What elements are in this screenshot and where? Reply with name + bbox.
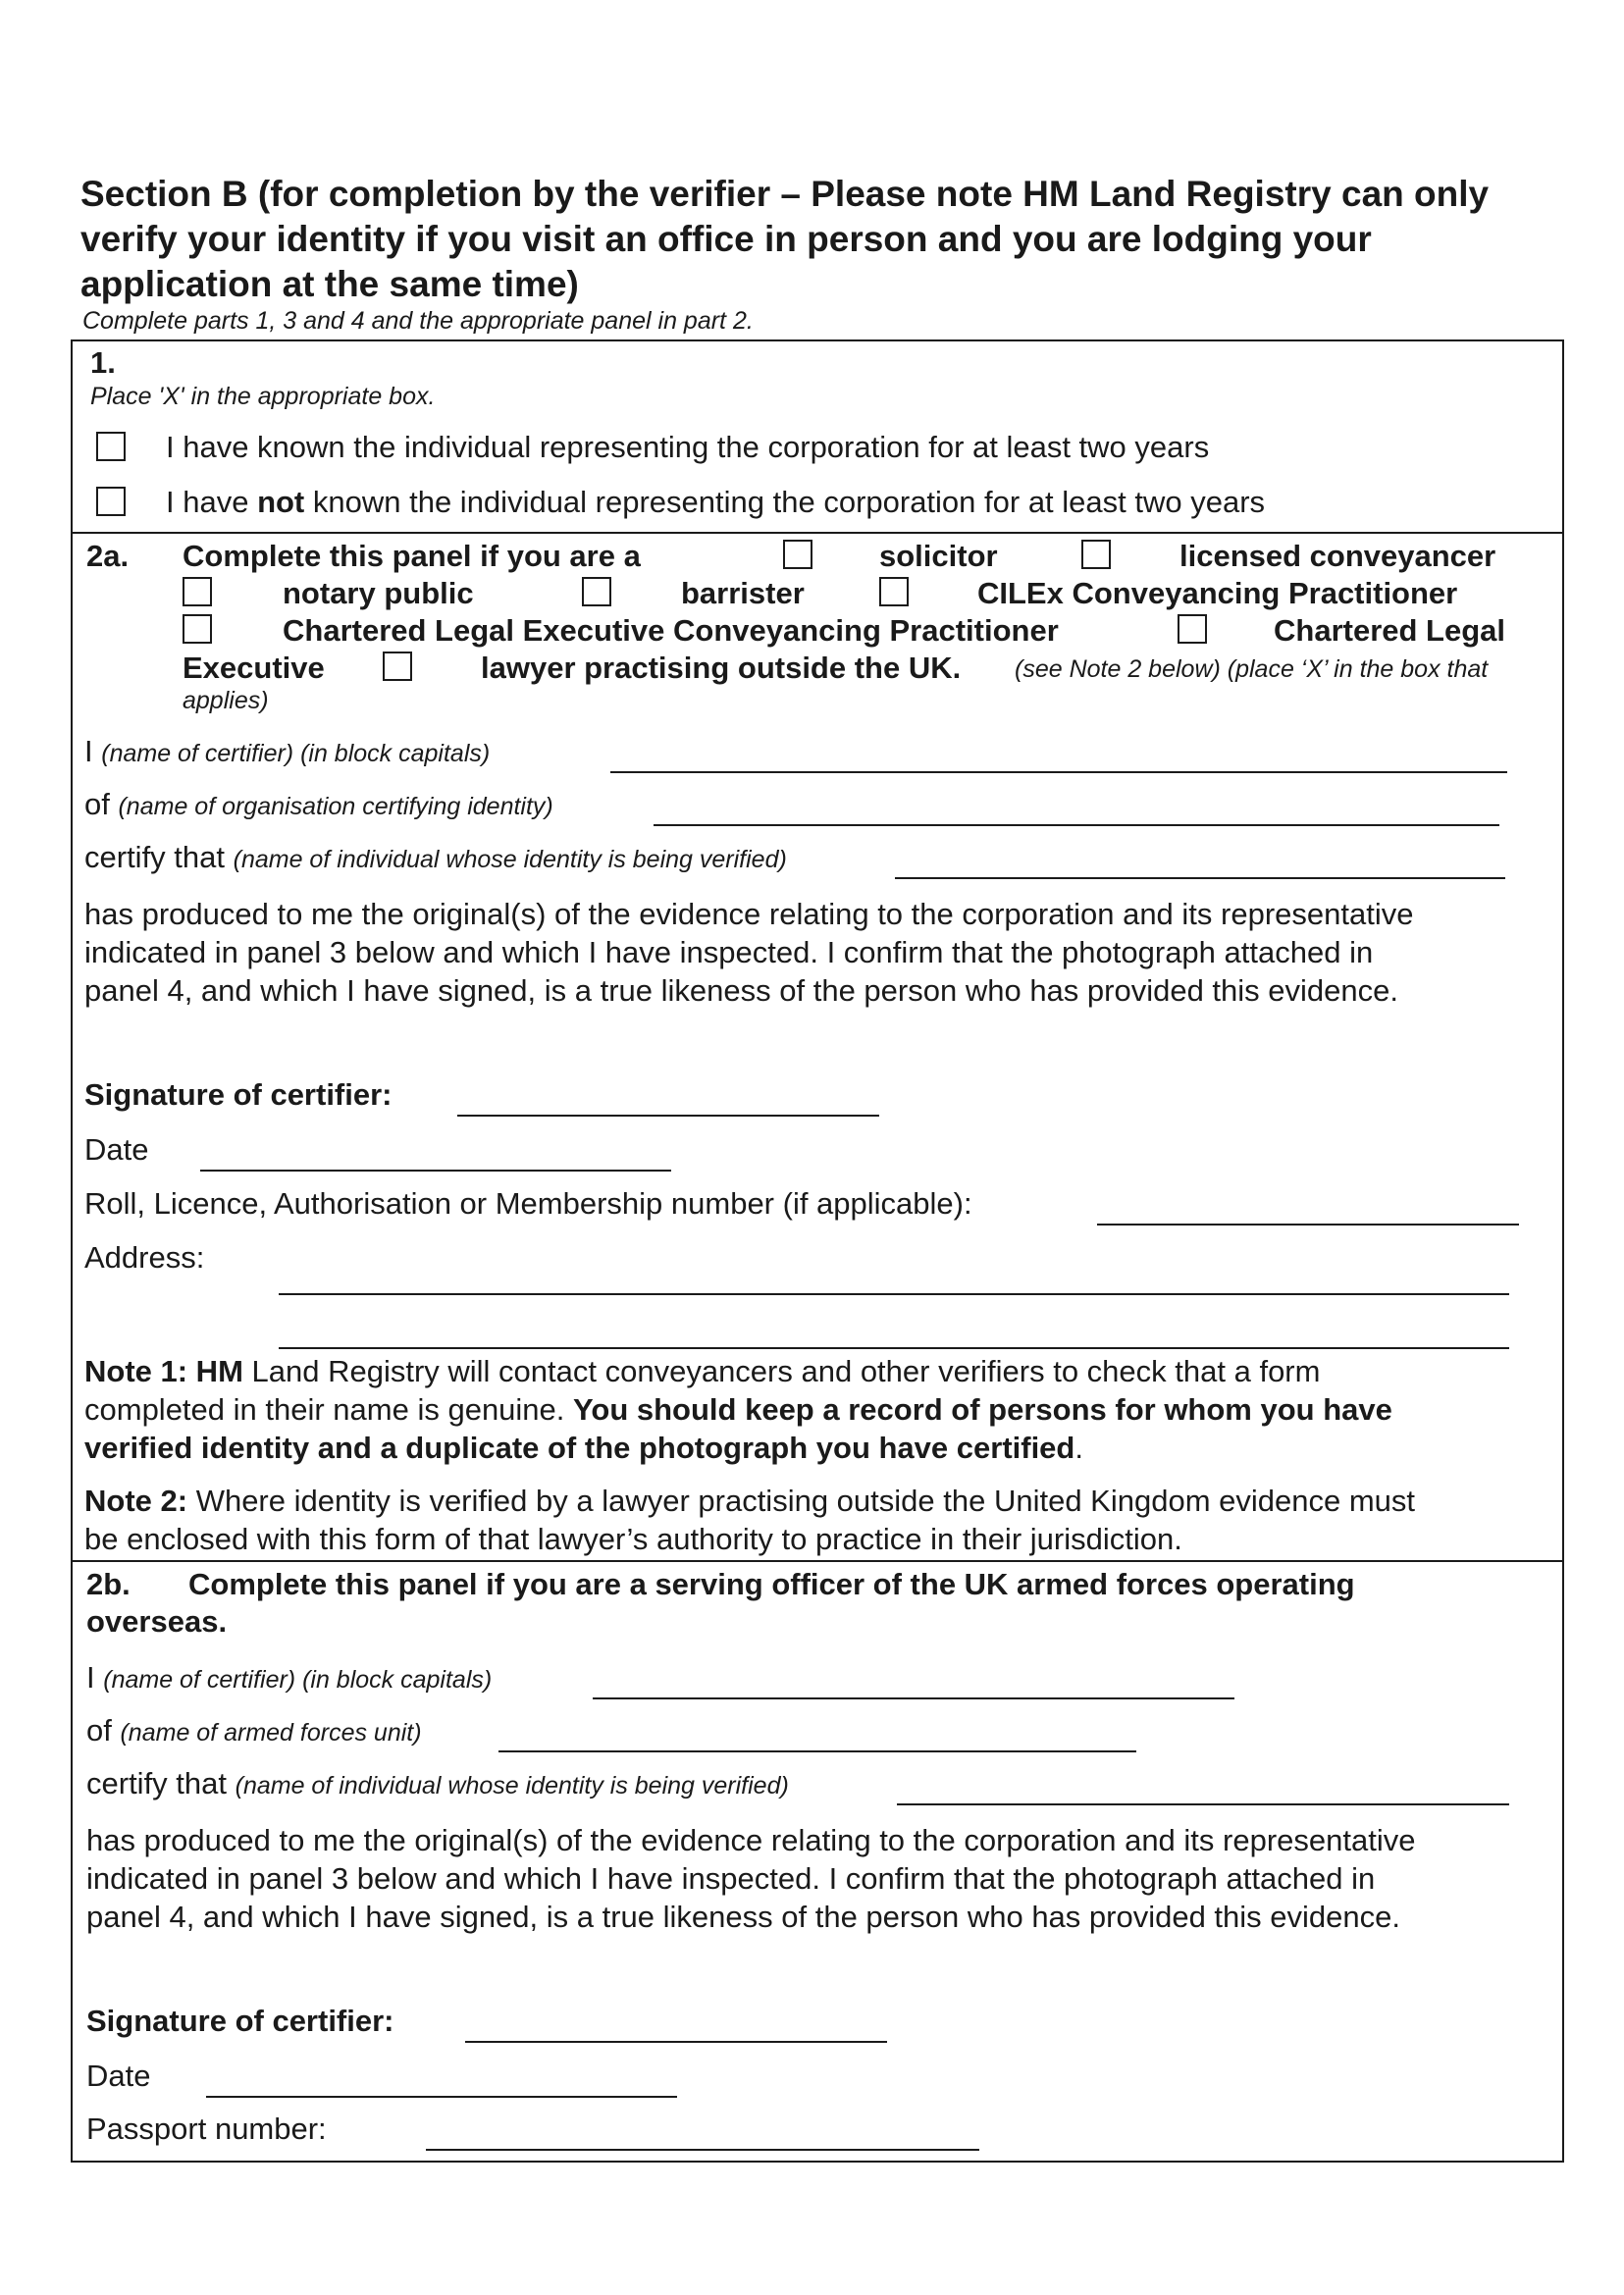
panel-2b	[71, 1560, 1564, 2163]
armed-certifier-name-label: I (name of certifier) (in block capitals)	[86, 1660, 493, 1695]
armed-date-field[interactable]	[206, 2096, 677, 2098]
armed-individual-name-field[interactable]	[897, 1803, 1509, 1805]
panel-1	[71, 339, 1564, 534]
note-2: Note 2: Where identity is verified by a lawyer practising outside the United Kingdom evidence must be enclosed with this form of that lawyer’s authority to practice in their jurisdiction.	[84, 1484, 1416, 1556]
signature-label: Signature of certifier:	[84, 1077, 393, 1112]
armed-certification-statement: has produced to me the original(s) of the evidence relating to the corporation and its representative indicated in panel 3 below and which I have inspected. I confirm that the photograph attached in panel 4, and which I have signed, is a true likeness of the person who has provided this evidence.	[86, 1823, 1416, 1934]
date-field[interactable]	[200, 1170, 671, 1172]
roll-number-field[interactable]	[1097, 1224, 1519, 1226]
panel-2a-number: 2a.	[86, 539, 130, 573]
barrister-label: barrister	[681, 576, 805, 610]
panel-2a-heading: Complete this panel if you are a	[183, 539, 641, 573]
certifier-name-label: I (name of certifier) (in block capitals)	[84, 734, 491, 768]
armed-signature-field[interactable]	[465, 2041, 887, 2043]
cilex-checkbox[interactable]	[879, 577, 909, 606]
organisation-label: of (name of organisation certifying identity)	[84, 787, 553, 821]
clecp-label: Chartered Legal Executive Conveyancing Practitioner	[283, 613, 1059, 648]
instructions: Complete parts 1, 3 and 4 and the appropriate panel in part 2.	[82, 307, 754, 335]
solicitor-label: solicitor	[879, 539, 998, 573]
panel-2b-number: 2b.	[86, 1567, 131, 1601]
individual-name-field[interactable]	[895, 877, 1505, 879]
cle-label-part2: Executive	[183, 651, 325, 685]
overseas-lawyer-checkbox[interactable]	[383, 652, 412, 681]
passport-number-field[interactable]	[426, 2149, 979, 2151]
not-known-checkbox[interactable]	[96, 487, 126, 516]
option-note: (see Note 2 below) (place ‘X’ in the box that	[1015, 655, 1489, 683]
section-title: Section B (for completion by the verifier – Please note HM Land Registry can only verify your identity if you visit an office in person and you are lodging your application at the same time)	[80, 174, 1490, 304]
solicitor-checkbox[interactable]	[783, 540, 812, 569]
armed-date-label: Date	[86, 2059, 151, 2093]
date-label: Date	[84, 1132, 149, 1167]
panel-1-number: 1.	[90, 345, 116, 380]
certifier-name-field[interactable]	[610, 771, 1507, 773]
armed-unit-label: of (name of armed forces unit)	[86, 1713, 422, 1747]
panel-2b-heading-line-2: overseas.	[86, 1604, 228, 1639]
cle-label-part1: Chartered Legal	[1274, 613, 1506, 648]
overseas-lawyer-label: lawyer practising outside the UK.	[481, 651, 962, 685]
armed-certifier-name-field[interactable]	[593, 1697, 1234, 1699]
known-checkbox[interactable]	[96, 432, 126, 461]
cle-checkbox[interactable]	[1178, 614, 1207, 644]
cilex-label: CILEx Conveyancing Practitioner	[977, 576, 1458, 610]
roll-number-label: Roll, Licence, Authorisation or Membership number (if applicable):	[84, 1186, 972, 1221]
panel-2a	[71, 532, 1564, 1562]
notary-label: notary public	[283, 576, 474, 610]
panel-1-hint: Place 'X' in the appropriate box.	[90, 383, 436, 410]
not-known-option-label: I have not known the individual representing the corporation for at least two years	[166, 485, 1266, 519]
barrister-checkbox[interactable]	[582, 577, 611, 606]
licensed-conveyancer-label: licensed conveyancer	[1179, 539, 1496, 573]
armed-signature-label: Signature of certifier:	[86, 2004, 394, 2038]
passport-number-label: Passport number:	[86, 2112, 327, 2146]
option-note-cont: applies)	[183, 687, 269, 714]
certify-that-label: certify that (name of individual whose identity is being verified)	[84, 840, 787, 874]
address-field-line-1[interactable]	[279, 1293, 1509, 1295]
organisation-field[interactable]	[654, 824, 1499, 826]
signature-field[interactable]	[457, 1115, 879, 1117]
address-field-line-2[interactable]	[279, 1347, 1509, 1349]
armed-certify-that-label: certify that (name of individual whose identity is being verified)	[86, 1766, 789, 1800]
address-label: Address:	[84, 1240, 205, 1275]
note-1: Note 1: HM Land Registry will contact conveyancers and other verifiers to check that a form completed in their name is genuine. You should keep a record of persons for whom you have verified identity and a duplicate of the photograph you have certified.	[84, 1354, 1392, 1465]
known-option-label: I have known the individual representing the corporation for at least two years	[166, 430, 1210, 464]
notary-checkbox[interactable]	[183, 577, 212, 606]
certification-statement: has produced to me the original(s) of the evidence relating to the corporation and its representative indicated in panel 3 below and which I have inspected. I confirm that the photograph attached in panel 4, and which I have signed, is a true likeness of the person who has provided this evidence.	[84, 897, 1414, 1008]
panel-2b-heading-line-1: Complete this panel if you are a serving officer of the UK armed forces operating	[188, 1567, 1355, 1601]
clecp-checkbox[interactable]	[183, 614, 212, 644]
armed-unit-field[interactable]	[498, 1750, 1136, 1752]
licensed-conveyancer-checkbox[interactable]	[1081, 540, 1111, 569]
